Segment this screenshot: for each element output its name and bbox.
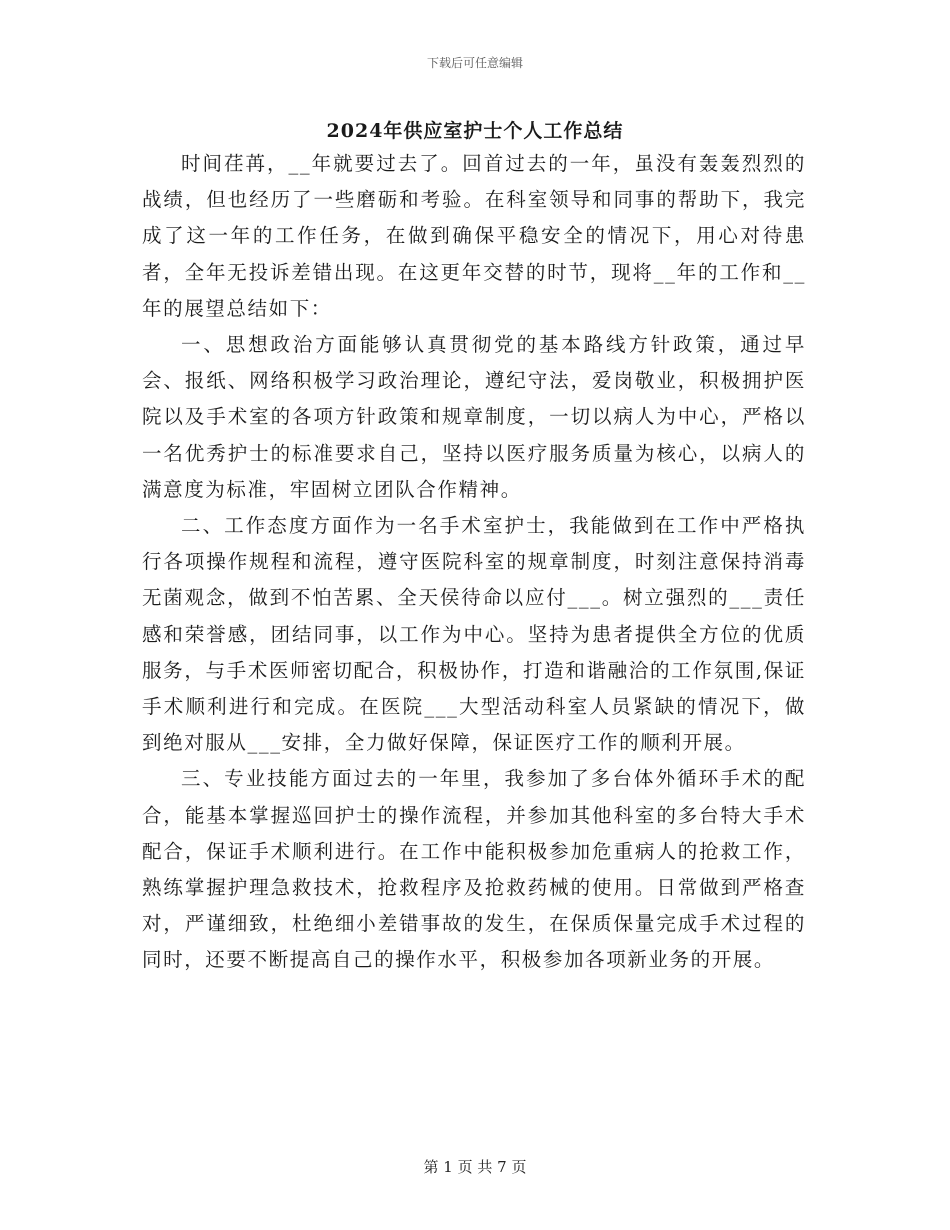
document-title: 2024年供应室护士个人工作总结 xyxy=(326,120,624,142)
document-body xyxy=(142,146,806,979)
paragraph-attitude: 二、工作态度方面作为一名手术室护士，我能做到在工作中严格执行各项操作规程和流程，遵守医院科室的规章制度，时刻注意保持消毒无菌观念，做到不怕苦累、全天侯待命以应付___。树立强烈的___责任感和荣誉感，团结同事，以工作为中心。坚持为患者提供全方位的优质服务，与手术医师密切配合，积极协作，打造和谐融洽的工作氛围,保证手术顺利进行和完成。在医院___大型活动科室人员紧缺的情况下，做到绝对服从___安排，全力做好保障，保证医疗工作的顺利开展。 xyxy=(142,514,806,755)
paragraph-intro: 时间荏苒，__年就要过去了。回首过去的一年，虽没有轰轰烈烈的战绩，但也经历了一些磨砺和考验。在科室领导和同事的帮助下，我完成了这一年的工作任务，在做到确保平稳安全的情况下，用心对待患者，全年无投诉差错出现。在这更年交替的时节，现将__年的工作和__年的展望总结如下： xyxy=(142,152,806,320)
paragraph-political: 一、思想政治方面能够认真贯彻党的基本路线方针政策，通过早会、报纸、网络积极学习政治理论，遵纪守法，爱岗敬业，积极拥护医院以及手术室的各项方针政策和规章制度，一切以病人为中心，严格以一名优秀护士的标准要求自己，坚持以医疗服务质量为核心，以病人的满意度为标准，牢固树立团队合作精神。 xyxy=(142,333,806,501)
paragraph-skills: 三、专业技能方面过去的一年里，我参加了多台体外循环手术的配合，能基本掌握巡回护士的操作流程，并参加其他科室的多台特大手术配合，保证手术顺利进行。在工作中能积极参加危重病人的抢救工作，熟练掌握护理急救技术，抢救程序及抢救药械的使用。日常做到严格查对，严谨细致，杜绝细小差错事故的发生，在保质保量完成手术过程的同时，还要不断提高自己的操作水平，积极参加各项新业务的开展。 xyxy=(142,767,806,972)
page-number: 第 1 页 共 7 页 xyxy=(423,1158,527,1176)
download-note: 下载后可任意编辑 xyxy=(426,56,523,70)
